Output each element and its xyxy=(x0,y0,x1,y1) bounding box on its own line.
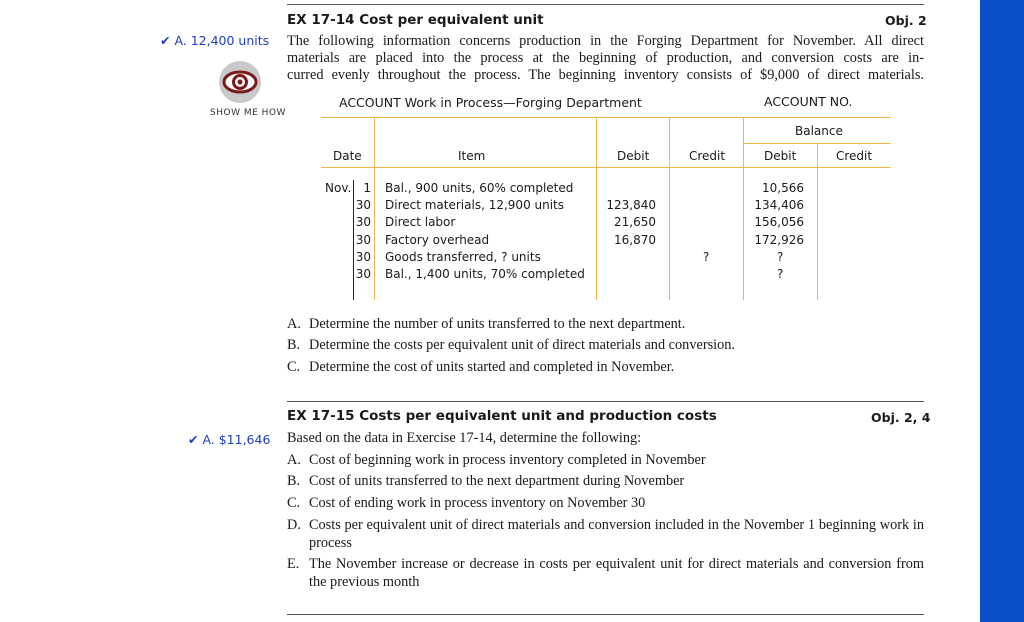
row-item: Direct labor xyxy=(385,215,456,229)
ledger-header-line xyxy=(321,167,891,168)
question-label: C. xyxy=(287,359,301,375)
section-divider xyxy=(287,401,924,402)
answer-check: ✔ A. 12,400 units xyxy=(160,33,270,48)
account-title xyxy=(339,95,642,110)
header-debit: Debit xyxy=(617,149,650,163)
question-label: A. xyxy=(287,316,301,332)
eye-icon xyxy=(218,60,262,104)
header-balance-credit: Credit xyxy=(836,149,873,163)
show-me-how-button[interactable] xyxy=(210,60,286,124)
ledger-col-line xyxy=(817,143,818,300)
ledger-col-line xyxy=(596,117,597,300)
row-item: Bal., 1,400 units, 70% completed xyxy=(385,267,585,281)
header-item: Item xyxy=(458,149,486,163)
objective-label: Obj. 2 xyxy=(885,13,927,28)
row-debit: 123,840 xyxy=(606,198,656,212)
month-label: Nov. xyxy=(325,181,352,195)
account-number-label: ACCOUNT NO. xyxy=(764,94,853,109)
row-item: Bal., 900 units, 60% completed xyxy=(385,181,574,195)
question-text: Cost of beginning work in process inventory completed in November xyxy=(309,452,706,468)
row-item: Factory overhead xyxy=(385,233,490,247)
row-balance-debit: ? xyxy=(777,267,784,281)
question-item xyxy=(287,359,924,377)
intro-line: The following information concerns production in the Forging Department for November. All direct xyxy=(287,33,924,49)
question-label: A. xyxy=(287,452,301,468)
row-balance-debit: 134,406 xyxy=(754,198,804,212)
question-text: Cost of units transferred to the next department during November xyxy=(309,473,685,489)
date-divider xyxy=(353,180,354,300)
row-balance-debit: 156,056 xyxy=(754,215,804,229)
question-text: Determine the costs per equivalent unit of direct materials and conversion. xyxy=(309,337,735,353)
row-day: 30 xyxy=(355,233,371,247)
header-balance-debit: Debit xyxy=(764,149,797,163)
answer-check: ✔ A. $11,646 xyxy=(188,432,271,447)
row-debit: 21,650 xyxy=(614,215,656,229)
ledger-col-line xyxy=(669,117,670,300)
question-item xyxy=(287,556,924,591)
row-credit: ? xyxy=(703,250,710,264)
question-label: E. xyxy=(287,556,300,572)
question-label: D. xyxy=(287,517,301,533)
question-text: Costs per equivalent unit of direct materials and conversion included in the November 1 beginning work in process xyxy=(309,517,924,551)
question-item xyxy=(287,517,924,552)
intro-line: curred evenly throughout the process. The beginning inventory consists of $9,000 of direct materials. xyxy=(287,67,924,83)
header-credit: Credit xyxy=(689,149,726,163)
row-day: 30 xyxy=(355,267,371,281)
exercise-title: EX 17-14 Cost per equivalent unit xyxy=(287,12,544,28)
question-label: B. xyxy=(287,473,301,489)
header-balance: Balance xyxy=(795,124,843,138)
question-label: C. xyxy=(287,495,301,511)
exercise-title: EX 17-15 Costs per equivalent unit and production costs xyxy=(287,408,717,424)
header-date: Date xyxy=(333,149,362,163)
question-text: Determine the cost of units started and completed in November. xyxy=(309,359,675,375)
bottom-divider xyxy=(287,614,924,615)
question-label: B. xyxy=(287,337,301,353)
question-item xyxy=(287,473,924,491)
row-item: Direct materials, 12,900 units xyxy=(385,198,565,212)
objective-label: Obj. 2, 4 xyxy=(871,410,931,425)
row-day: 30 xyxy=(355,198,371,212)
question-item xyxy=(287,316,924,334)
row-day: 30 xyxy=(355,250,371,264)
question-item xyxy=(287,337,924,355)
row-balance-debit: 172,926 xyxy=(754,233,804,247)
row-day: 1 xyxy=(363,181,371,195)
intro-line: materials are placed into the process at the beginning of production, and conversion costs are in- xyxy=(287,50,924,66)
question-item xyxy=(287,495,924,513)
account-title-text: ACCOUNT Work in Process—Forging Department xyxy=(339,95,642,110)
row-item: Goods transferred, ? units xyxy=(385,250,541,264)
side-blue-bar xyxy=(980,0,1024,622)
row-debit: 16,870 xyxy=(614,233,656,247)
question-item xyxy=(287,452,924,470)
question-text: Cost of ending work in process inventory on November 30 xyxy=(309,495,646,511)
show-me-how-label: SHOW ME HOW xyxy=(210,108,286,118)
ledger-top-line xyxy=(321,117,891,118)
question-text: The November increase or decrease in costs per equivalent unit for direct materials and conversion from the previous month xyxy=(309,556,924,590)
question-text: Determine the number of units transferred to the next department. xyxy=(309,316,686,332)
row-day: 30 xyxy=(355,215,371,229)
row-balance-debit: ? xyxy=(777,250,784,264)
ledger-col-line xyxy=(374,117,375,300)
row-balance-debit: 10,566 xyxy=(762,181,804,195)
exercise-intro: Based on the data in Exercise 17-14, determine the following: xyxy=(287,430,642,446)
top-divider xyxy=(287,4,924,5)
